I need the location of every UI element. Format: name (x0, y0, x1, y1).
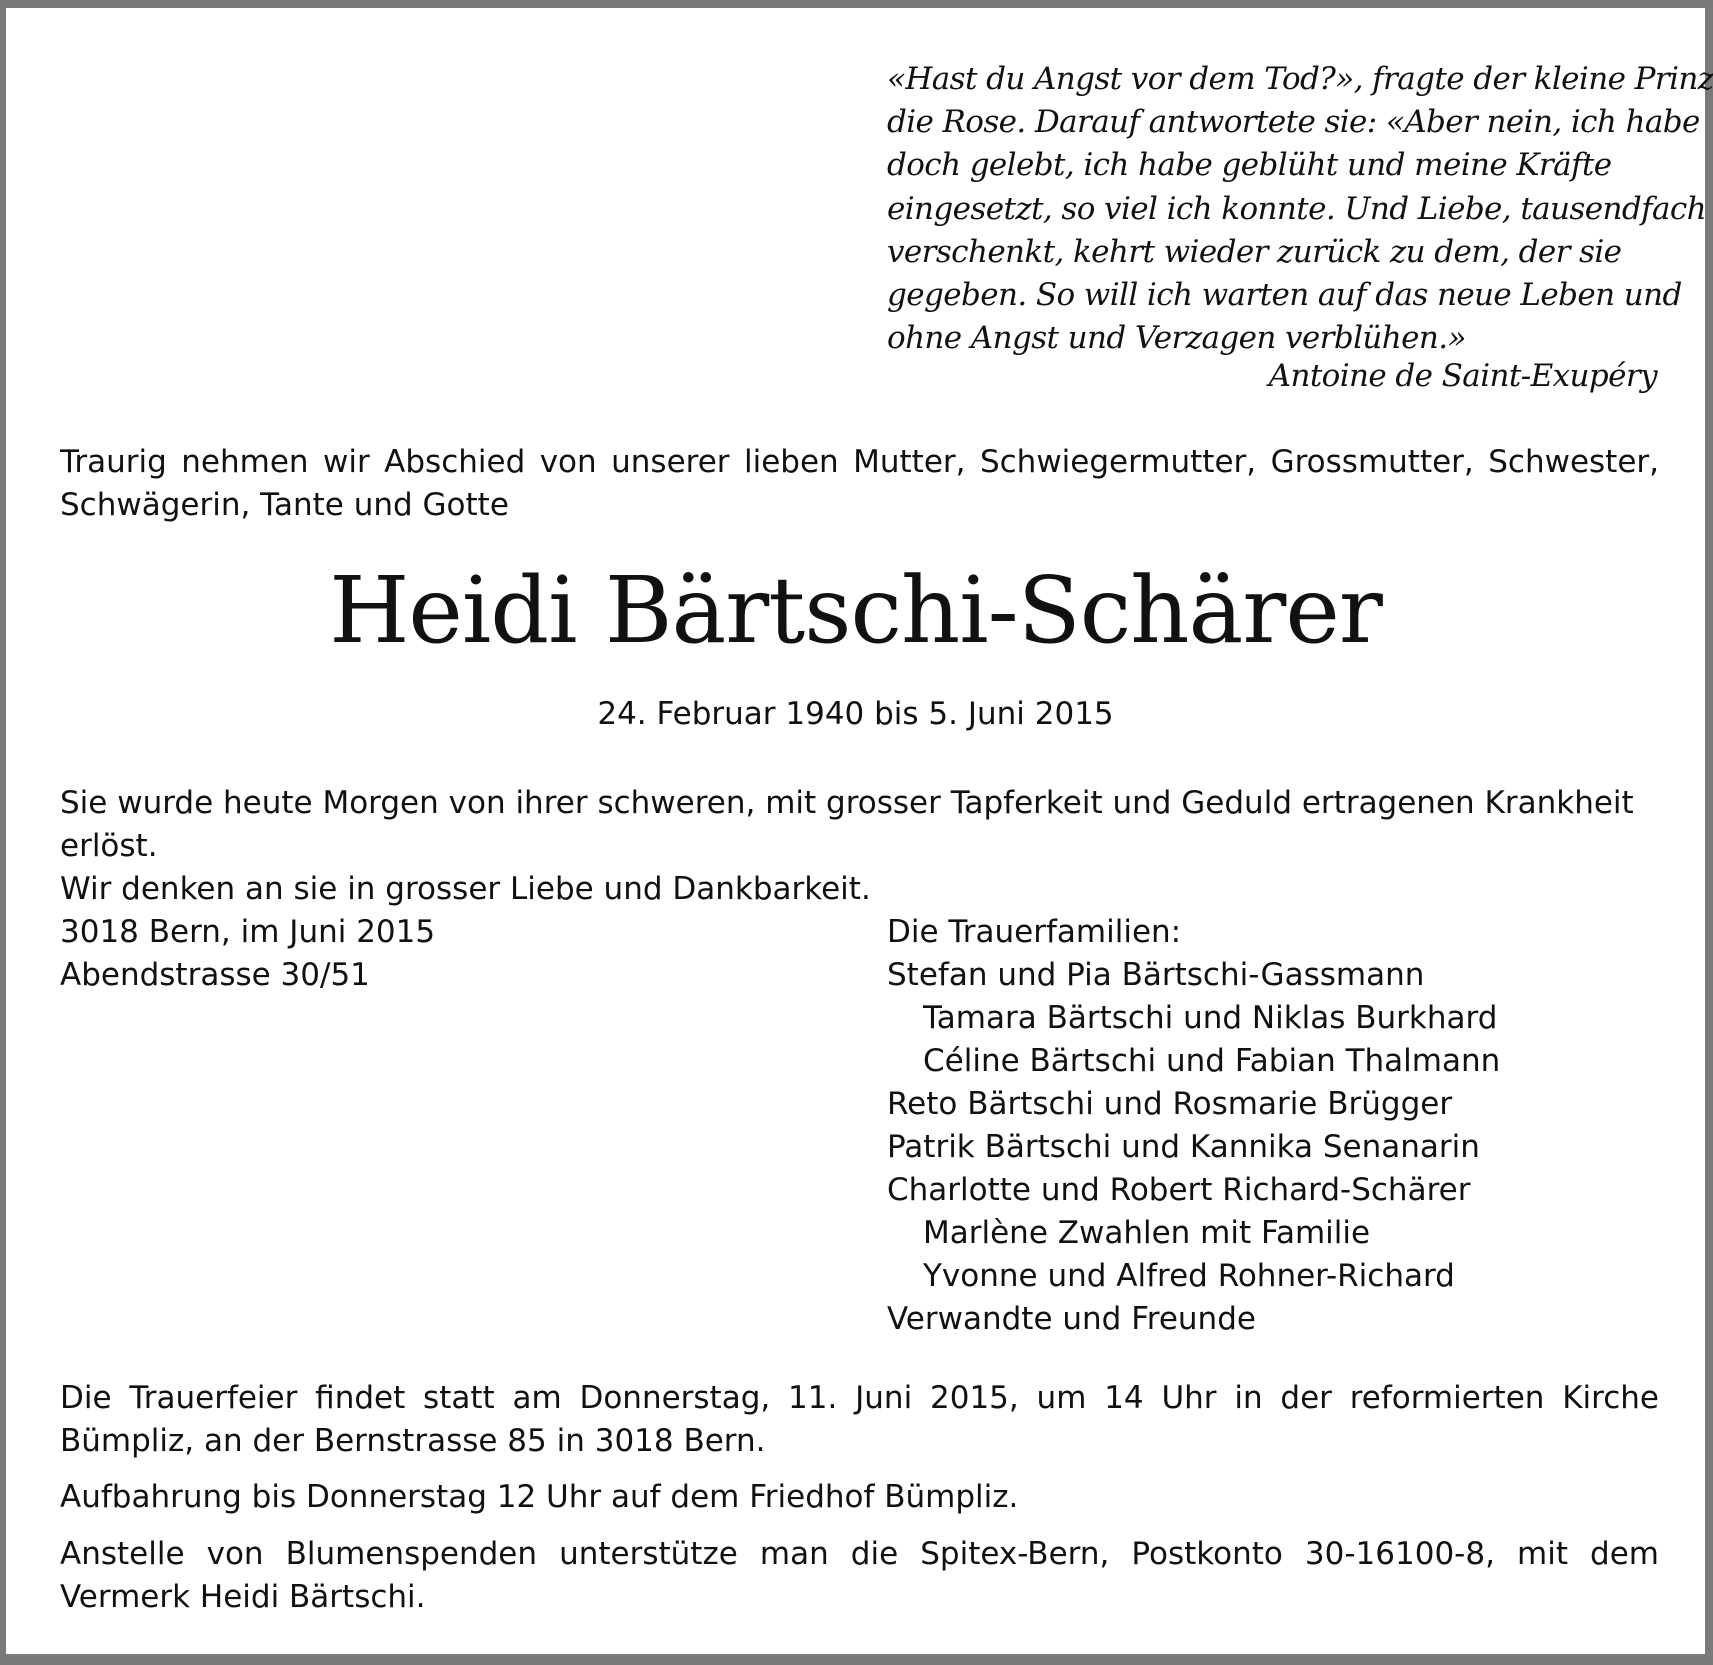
donation-info: Anstelle von Blumenspenden unterstütze man die Spitex-Bern, Postkonto 30-16100-8, mit dem Vermerk Heidi Bärtschi. (60, 1536, 1659, 1615)
service-info: Die Trauerfeier findet statt am Donnerstag, 11. Juni 2015, um 14 Uhr in der reformierten Kirche Bümpliz, an der Bernstrasse 85 in 3018 Bern. (60, 1380, 1659, 1459)
quote-line: gegeben. So will ich warten auf das neue Leben und (887, 277, 1682, 314)
family-member: Tamara Bärtschi und Niklas Burkhard (923, 1000, 1498, 1036)
quote-line: verschenkt, kehrt wieder zurück zu dem, der sie (887, 233, 1622, 270)
viewing-info: Aufbahrung bis Donnerstag 12 Uhr auf dem Friedhof Bümpliz. (60, 1479, 1019, 1515)
quote (887, 58, 1713, 360)
quote-author: Antoine de Saint-Exupéry (1268, 358, 1657, 394)
obituary-page (6, 8, 1713, 1654)
street: Abendstrasse 30/51 (60, 957, 370, 993)
mourning-families (887, 911, 1500, 1341)
quote-line: «Hast du Angst vor dem Tod?», fragte der kleine Prinz (887, 61, 1713, 97)
family-member: Marlène Zwahlen mit Familie (923, 1215, 1371, 1251)
quote-line: eingesetzt, so viel ich konnte. Und Liebe, tausendfach (887, 190, 1706, 227)
family-member: Verwandte und Freunde (887, 1301, 1256, 1337)
family-member: Yvonne und Alfred Rohner-Richard (923, 1258, 1455, 1294)
family-member: Charlotte und Robert Richard-Schärer (887, 1172, 1471, 1208)
quote-line: ohne Angst und Verzagen verblühen.» (887, 320, 1466, 357)
quote-line: die Rose. Darauf antwortete sie: «Aber nein, ich habe (887, 104, 1700, 141)
notice-line: Sie wurde heute Morgen von ihrer schweren, mit grosser Tapferkeit und Geduld ertragenen Krankheit erlöst. (60, 785, 1634, 864)
family-member: Patrik Bärtschi und Kannika Senanarin (887, 1129, 1480, 1165)
life-dates: 24. Februar 1940 bis 5. Juni 2015 (597, 696, 1114, 732)
quote-line: doch gelebt, ich habe geblüht und meine Kräfte (887, 147, 1612, 184)
family-heading: Die Trauerfamilien: (887, 914, 1182, 950)
deceased-name: Heidi Bärtschi-Schärer (329, 557, 1382, 664)
family-member: Céline Bärtschi und Fabian Thalmann (923, 1043, 1501, 1079)
place-date: 3018 Bern, im Juni 2015 (60, 914, 436, 950)
notice-line: Wir denken an sie in grosser Liebe und Dankbarkeit. (60, 871, 871, 907)
family-member: Reto Bärtschi und Rosmarie Brügger (887, 1086, 1453, 1122)
address (60, 911, 435, 997)
family-member: Stefan und Pia Bärtschi-Gassmann (887, 957, 1425, 993)
notice-text (60, 782, 1659, 911)
intro-text: Traurig nehmen wir Abschied von unserer lieben Mutter, Schwiegermutter, Grossmutter, Schwester, Schwägerin, Tante und Gotte (60, 444, 1659, 523)
